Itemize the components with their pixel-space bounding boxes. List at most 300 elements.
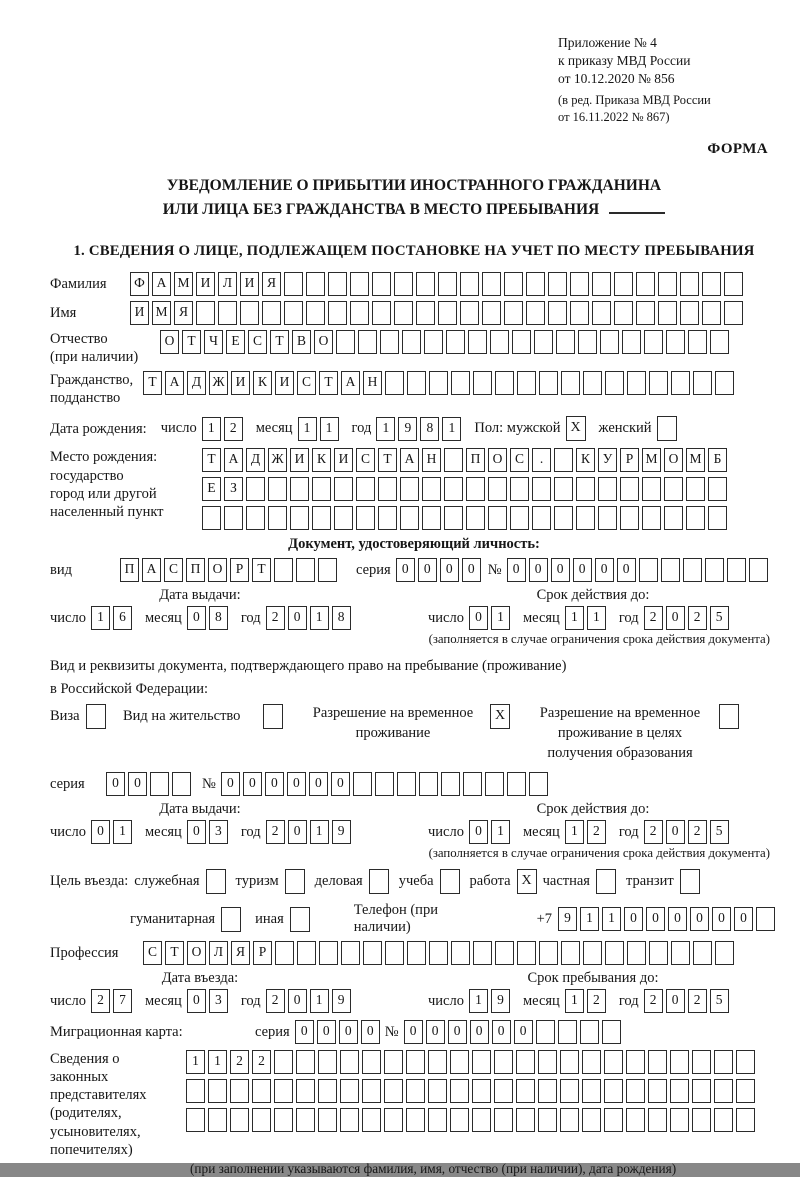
char-cell[interactable]: 0 — [712, 907, 731, 931]
char-cell[interactable] — [636, 272, 655, 296]
char-cell[interactable]: 1 — [310, 820, 329, 844]
char-cell[interactable] — [444, 506, 463, 530]
char-cell[interactable]: Т — [378, 448, 397, 472]
char-cell[interactable] — [494, 1108, 513, 1132]
char-cell[interactable] — [356, 506, 375, 530]
char-cell[interactable]: 1 — [491, 820, 510, 844]
char-cell[interactable]: Б — [708, 448, 727, 472]
char-cell[interactable]: А — [341, 371, 360, 395]
char-cell[interactable] — [639, 558, 658, 582]
char-cell[interactable]: С — [143, 941, 162, 965]
char-cell[interactable]: Я — [174, 301, 193, 325]
char-cell[interactable]: Я — [262, 272, 281, 296]
char-cell[interactable] — [649, 371, 668, 395]
char-cell[interactable]: 0 — [492, 1020, 511, 1044]
char-cell[interactable] — [362, 1079, 381, 1103]
char-cell[interactable] — [560, 1050, 579, 1074]
char-cell[interactable] — [268, 506, 287, 530]
char-cell[interactable]: 0 — [617, 558, 636, 582]
char-cell[interactable] — [328, 301, 347, 325]
char-cell[interactable] — [230, 1108, 249, 1132]
char-cell[interactable] — [466, 506, 485, 530]
char-cell[interactable] — [582, 1079, 601, 1103]
char-cell[interactable]: О — [160, 330, 179, 354]
char-cell[interactable] — [686, 506, 705, 530]
char-cell[interactable] — [649, 941, 668, 965]
char-cell[interactable]: 2 — [587, 820, 606, 844]
char-cell[interactable]: 0 — [668, 907, 687, 931]
char-cell[interactable]: Д — [246, 448, 265, 472]
char-cell[interactable]: 0 — [507, 558, 526, 582]
char-cell[interactable] — [554, 448, 573, 472]
char-cell[interactable]: 0 — [396, 558, 415, 582]
char-cell[interactable]: А — [152, 272, 171, 296]
char-cell[interactable]: А — [400, 448, 419, 472]
char-cell[interactable] — [362, 1108, 381, 1132]
char-cell[interactable]: Ж — [209, 371, 228, 395]
char-cell[interactable] — [186, 1108, 205, 1132]
char-cell[interactable]: Н — [422, 448, 441, 472]
char-cell[interactable] — [532, 477, 551, 501]
temp-residence-checkbox[interactable]: X — [490, 704, 510, 729]
char-cell[interactable] — [516, 1079, 535, 1103]
char-cell[interactable]: 0 — [448, 1020, 467, 1044]
char-cell[interactable]: 0 — [265, 772, 284, 796]
char-cell[interactable] — [598, 506, 617, 530]
char-cell[interactable] — [172, 772, 191, 796]
char-cell[interactable] — [648, 1079, 667, 1103]
char-cell[interactable] — [626, 1108, 645, 1132]
char-cell[interactable]: А — [142, 558, 161, 582]
purpose-humanitarian-checkbox[interactable] — [221, 907, 241, 932]
char-cell[interactable]: 2 — [91, 989, 110, 1013]
char-cell[interactable] — [670, 1079, 689, 1103]
visa-checkbox[interactable] — [86, 704, 106, 729]
char-cell[interactable] — [262, 301, 281, 325]
char-cell[interactable]: 0 — [514, 1020, 533, 1044]
char-cell[interactable]: 8 — [332, 606, 351, 630]
char-cell[interactable] — [438, 301, 457, 325]
char-cell[interactable]: И — [231, 371, 250, 395]
char-cell[interactable]: 0 — [646, 907, 665, 931]
char-cell[interactable]: Р — [230, 558, 249, 582]
char-cell[interactable]: Т — [270, 330, 289, 354]
char-cell[interactable]: К — [253, 371, 272, 395]
char-cell[interactable] — [582, 1108, 601, 1132]
char-cell[interactable] — [407, 371, 426, 395]
char-cell[interactable] — [224, 506, 243, 530]
char-cell[interactable] — [186, 1079, 205, 1103]
char-cell[interactable]: 2 — [587, 989, 606, 1013]
char-cell[interactable] — [605, 371, 624, 395]
char-cell[interactable] — [482, 272, 501, 296]
char-cell[interactable] — [504, 272, 523, 296]
char-cell[interactable] — [644, 330, 663, 354]
char-cell[interactable]: О — [314, 330, 333, 354]
char-cell[interactable] — [428, 1050, 447, 1074]
char-cell[interactable]: 1 — [376, 417, 395, 441]
char-cell[interactable] — [424, 330, 443, 354]
char-cell[interactable] — [583, 941, 602, 965]
char-cell[interactable] — [385, 371, 404, 395]
char-cell[interactable]: 1 — [565, 820, 584, 844]
char-cell[interactable] — [340, 1050, 359, 1074]
char-cell[interactable] — [724, 301, 743, 325]
char-cell[interactable] — [318, 1050, 337, 1074]
char-cell[interactable] — [658, 272, 677, 296]
char-cell[interactable]: Р — [620, 448, 639, 472]
char-cell[interactable] — [517, 941, 536, 965]
char-cell[interactable]: 1 — [565, 989, 584, 1013]
char-cell[interactable] — [592, 301, 611, 325]
char-cell[interactable] — [529, 772, 548, 796]
char-cell[interactable] — [372, 272, 391, 296]
char-cell[interactable]: 0 — [440, 558, 459, 582]
char-cell[interactable]: . — [532, 448, 551, 472]
char-cell[interactable] — [576, 477, 595, 501]
char-cell[interactable] — [400, 506, 419, 530]
char-cell[interactable] — [494, 1050, 513, 1074]
char-cell[interactable]: 0 — [91, 820, 110, 844]
char-cell[interactable] — [230, 1079, 249, 1103]
char-cell[interactable]: 0 — [243, 772, 262, 796]
char-cell[interactable]: 0 — [666, 989, 685, 1013]
char-cell[interactable] — [736, 1079, 755, 1103]
char-cell[interactable] — [473, 371, 492, 395]
char-cell[interactable] — [516, 1108, 535, 1132]
char-cell[interactable] — [582, 1050, 601, 1074]
char-cell[interactable] — [671, 941, 690, 965]
char-cell[interactable]: 2 — [266, 606, 285, 630]
char-cell[interactable] — [692, 1079, 711, 1103]
char-cell[interactable] — [692, 1108, 711, 1132]
char-cell[interactable] — [306, 301, 325, 325]
char-cell[interactable]: 0 — [734, 907, 753, 931]
char-cell[interactable]: 2 — [230, 1050, 249, 1074]
char-cell[interactable] — [297, 941, 316, 965]
char-cell[interactable]: 8 — [209, 606, 228, 630]
char-cell[interactable]: Ч — [204, 330, 223, 354]
char-cell[interactable] — [560, 1108, 579, 1132]
char-cell[interactable] — [536, 1020, 555, 1044]
char-cell[interactable] — [620, 506, 639, 530]
char-cell[interactable]: Е — [226, 330, 245, 354]
char-cell[interactable]: 0 — [128, 772, 147, 796]
char-cell[interactable]: 0 — [469, 820, 488, 844]
char-cell[interactable]: 0 — [288, 989, 307, 1013]
char-cell[interactable] — [340, 1108, 359, 1132]
char-cell[interactable]: Я — [231, 941, 250, 965]
char-cell[interactable] — [495, 371, 514, 395]
char-cell[interactable] — [460, 272, 479, 296]
char-cell[interactable]: 0 — [288, 820, 307, 844]
char-cell[interactable] — [727, 558, 746, 582]
char-cell[interactable] — [419, 772, 438, 796]
char-cell[interactable] — [683, 558, 702, 582]
char-cell[interactable] — [356, 477, 375, 501]
char-cell[interactable]: И — [334, 448, 353, 472]
char-cell[interactable]: 5 — [710, 820, 729, 844]
purpose-business-checkbox[interactable] — [369, 869, 389, 894]
char-cell[interactable]: С — [510, 448, 529, 472]
char-cell[interactable]: 5 — [710, 606, 729, 630]
char-cell[interactable]: С — [164, 558, 183, 582]
char-cell[interactable] — [290, 477, 309, 501]
char-cell[interactable] — [626, 1079, 645, 1103]
char-cell[interactable]: С — [297, 371, 316, 395]
char-cell[interactable]: 0 — [469, 606, 488, 630]
char-cell[interactable]: О — [664, 448, 683, 472]
char-cell[interactable] — [604, 1108, 623, 1132]
char-cell[interactable] — [490, 330, 509, 354]
char-cell[interactable] — [363, 941, 382, 965]
char-cell[interactable] — [664, 506, 683, 530]
char-cell[interactable] — [290, 506, 309, 530]
char-cell[interactable] — [708, 477, 727, 501]
char-cell[interactable]: 0 — [331, 772, 350, 796]
char-cell[interactable] — [614, 272, 633, 296]
char-cell[interactable]: 1 — [442, 417, 461, 441]
char-cell[interactable] — [693, 371, 712, 395]
char-cell[interactable] — [362, 1050, 381, 1074]
char-cell[interactable] — [580, 1020, 599, 1044]
purpose-transit-checkbox[interactable] — [680, 869, 700, 894]
char-cell[interactable] — [507, 772, 526, 796]
char-cell[interactable] — [670, 1050, 689, 1074]
char-cell[interactable] — [384, 1050, 403, 1074]
char-cell[interactable] — [441, 772, 460, 796]
char-cell[interactable]: 0 — [287, 772, 306, 796]
char-cell[interactable]: 7 — [113, 989, 132, 1013]
char-cell[interactable] — [319, 941, 338, 965]
char-cell[interactable] — [208, 1079, 227, 1103]
char-cell[interactable] — [604, 1079, 623, 1103]
purpose-study-checkbox[interactable] — [440, 869, 460, 894]
char-cell[interactable] — [428, 1079, 447, 1103]
char-cell[interactable] — [196, 301, 215, 325]
char-cell[interactable]: 9 — [332, 989, 351, 1013]
char-cell[interactable] — [526, 301, 545, 325]
char-cell[interactable]: 1 — [202, 417, 221, 441]
char-cell[interactable]: М — [642, 448, 661, 472]
char-cell[interactable] — [438, 272, 457, 296]
char-cell[interactable] — [394, 272, 413, 296]
char-cell[interactable] — [605, 941, 624, 965]
char-cell[interactable]: 0 — [221, 772, 240, 796]
char-cell[interactable]: 1 — [587, 606, 606, 630]
char-cell[interactable]: 0 — [551, 558, 570, 582]
char-cell[interactable] — [252, 1108, 271, 1132]
char-cell[interactable] — [548, 272, 567, 296]
char-cell[interactable] — [576, 506, 595, 530]
char-cell[interactable]: П — [186, 558, 205, 582]
char-cell[interactable]: А — [224, 448, 243, 472]
purpose-other-checkbox[interactable] — [290, 907, 310, 932]
char-cell[interactable]: 0 — [317, 1020, 336, 1044]
char-cell[interactable]: 2 — [266, 989, 285, 1013]
char-cell[interactable] — [749, 558, 768, 582]
char-cell[interactable]: 9 — [332, 820, 351, 844]
char-cell[interactable]: 1 — [113, 820, 132, 844]
char-cell[interactable] — [284, 301, 303, 325]
char-cell[interactable] — [724, 272, 743, 296]
char-cell[interactable] — [202, 506, 221, 530]
char-cell[interactable]: 9 — [491, 989, 510, 1013]
char-cell[interactable] — [429, 941, 448, 965]
char-cell[interactable] — [614, 301, 633, 325]
char-cell[interactable]: 0 — [404, 1020, 423, 1044]
char-cell[interactable] — [554, 477, 573, 501]
char-cell[interactable]: 3 — [209, 820, 228, 844]
char-cell[interactable] — [460, 301, 479, 325]
char-cell[interactable] — [558, 1020, 577, 1044]
purpose-private-checkbox[interactable] — [596, 869, 616, 894]
char-cell[interactable] — [627, 371, 646, 395]
char-cell[interactable] — [444, 477, 463, 501]
char-cell[interactable] — [380, 330, 399, 354]
char-cell[interactable] — [600, 330, 619, 354]
char-cell[interactable] — [252, 1079, 271, 1103]
char-cell[interactable] — [296, 558, 315, 582]
char-cell[interactable]: 3 — [209, 989, 228, 1013]
char-cell[interactable] — [340, 1079, 359, 1103]
char-cell[interactable] — [539, 371, 558, 395]
char-cell[interactable]: 1 — [580, 907, 599, 931]
char-cell[interactable] — [378, 506, 397, 530]
char-cell[interactable] — [702, 301, 721, 325]
char-cell[interactable] — [334, 506, 353, 530]
sex-male-checkbox[interactable]: X — [566, 416, 586, 441]
char-cell[interactable] — [560, 1079, 579, 1103]
char-cell[interactable] — [466, 477, 485, 501]
char-cell[interactable]: 0 — [666, 820, 685, 844]
char-cell[interactable]: 2 — [252, 1050, 271, 1074]
char-cell[interactable] — [570, 301, 589, 325]
char-cell[interactable]: У — [598, 448, 617, 472]
char-cell[interactable] — [240, 301, 259, 325]
purpose-tourism-checkbox[interactable] — [285, 869, 305, 894]
char-cell[interactable]: 5 — [710, 989, 729, 1013]
char-cell[interactable] — [268, 477, 287, 501]
char-cell[interactable] — [312, 477, 331, 501]
char-cell[interactable]: 0 — [309, 772, 328, 796]
char-cell[interactable]: 0 — [624, 907, 643, 931]
temp-residence-education-checkbox[interactable] — [719, 704, 739, 729]
char-cell[interactable]: О — [187, 941, 206, 965]
char-cell[interactable]: 1 — [310, 606, 329, 630]
char-cell[interactable] — [406, 1108, 425, 1132]
char-cell[interactable]: Т — [165, 941, 184, 965]
char-cell[interactable] — [406, 1079, 425, 1103]
char-cell[interactable] — [246, 477, 265, 501]
char-cell[interactable]: 0 — [106, 772, 125, 796]
char-cell[interactable]: 0 — [339, 1020, 358, 1044]
char-cell[interactable] — [450, 1050, 469, 1074]
char-cell[interactable] — [473, 941, 492, 965]
char-cell[interactable]: Е — [202, 477, 221, 501]
char-cell[interactable] — [495, 941, 514, 965]
char-cell[interactable]: 1 — [491, 606, 510, 630]
char-cell[interactable] — [708, 506, 727, 530]
char-cell[interactable] — [648, 1108, 667, 1132]
char-cell[interactable] — [428, 1108, 447, 1132]
char-cell[interactable]: Д — [187, 371, 206, 395]
char-cell[interactable]: 1 — [91, 606, 110, 630]
char-cell[interactable] — [350, 301, 369, 325]
char-cell[interactable]: Т — [319, 371, 338, 395]
char-cell[interactable]: 2 — [224, 417, 243, 441]
char-cell[interactable] — [642, 506, 661, 530]
char-cell[interactable] — [407, 941, 426, 965]
char-cell[interactable] — [680, 301, 699, 325]
char-cell[interactable]: И — [130, 301, 149, 325]
char-cell[interactable] — [658, 301, 677, 325]
char-cell[interactable] — [384, 1079, 403, 1103]
char-cell[interactable] — [296, 1108, 315, 1132]
char-cell[interactable] — [422, 506, 441, 530]
char-cell[interactable]: 9 — [558, 907, 577, 931]
char-cell[interactable]: 0 — [470, 1020, 489, 1044]
char-cell[interactable] — [416, 272, 435, 296]
char-cell[interactable] — [336, 330, 355, 354]
char-cell[interactable]: Р — [253, 941, 272, 965]
char-cell[interactable] — [451, 941, 470, 965]
char-cell[interactable] — [534, 330, 553, 354]
char-cell[interactable] — [353, 772, 372, 796]
char-cell[interactable] — [468, 330, 487, 354]
char-cell[interactable]: И — [275, 371, 294, 395]
char-cell[interactable] — [736, 1108, 755, 1132]
char-cell[interactable]: 0 — [361, 1020, 380, 1044]
char-cell[interactable] — [714, 1050, 733, 1074]
char-cell[interactable] — [686, 477, 705, 501]
char-cell[interactable] — [472, 1108, 491, 1132]
char-cell[interactable] — [554, 506, 573, 530]
char-cell[interactable] — [372, 301, 391, 325]
char-cell[interactable]: 0 — [187, 820, 206, 844]
char-cell[interactable] — [397, 772, 416, 796]
char-cell[interactable] — [350, 272, 369, 296]
char-cell[interactable]: 0 — [529, 558, 548, 582]
char-cell[interactable] — [556, 330, 575, 354]
char-cell[interactable] — [246, 506, 265, 530]
char-cell[interactable] — [715, 941, 734, 965]
char-cell[interactable]: Т — [182, 330, 201, 354]
char-cell[interactable] — [385, 941, 404, 965]
char-cell[interactable] — [318, 1079, 337, 1103]
char-cell[interactable] — [400, 477, 419, 501]
char-cell[interactable]: 2 — [266, 820, 285, 844]
char-cell[interactable] — [715, 371, 734, 395]
char-cell[interactable] — [274, 1079, 293, 1103]
char-cell[interactable] — [394, 301, 413, 325]
char-cell[interactable] — [642, 477, 661, 501]
char-cell[interactable]: 8 — [420, 417, 439, 441]
char-cell[interactable] — [150, 772, 169, 796]
char-cell[interactable] — [548, 301, 567, 325]
char-cell[interactable] — [444, 448, 463, 472]
char-cell[interactable] — [429, 371, 448, 395]
char-cell[interactable] — [504, 301, 523, 325]
char-cell[interactable]: 0 — [690, 907, 709, 931]
char-cell[interactable]: П — [120, 558, 139, 582]
char-cell[interactable] — [561, 941, 580, 965]
char-cell[interactable]: 0 — [187, 606, 206, 630]
char-cell[interactable] — [583, 371, 602, 395]
char-cell[interactable]: Ж — [268, 448, 287, 472]
char-cell[interactable] — [358, 330, 377, 354]
char-cell[interactable]: Л — [209, 941, 228, 965]
